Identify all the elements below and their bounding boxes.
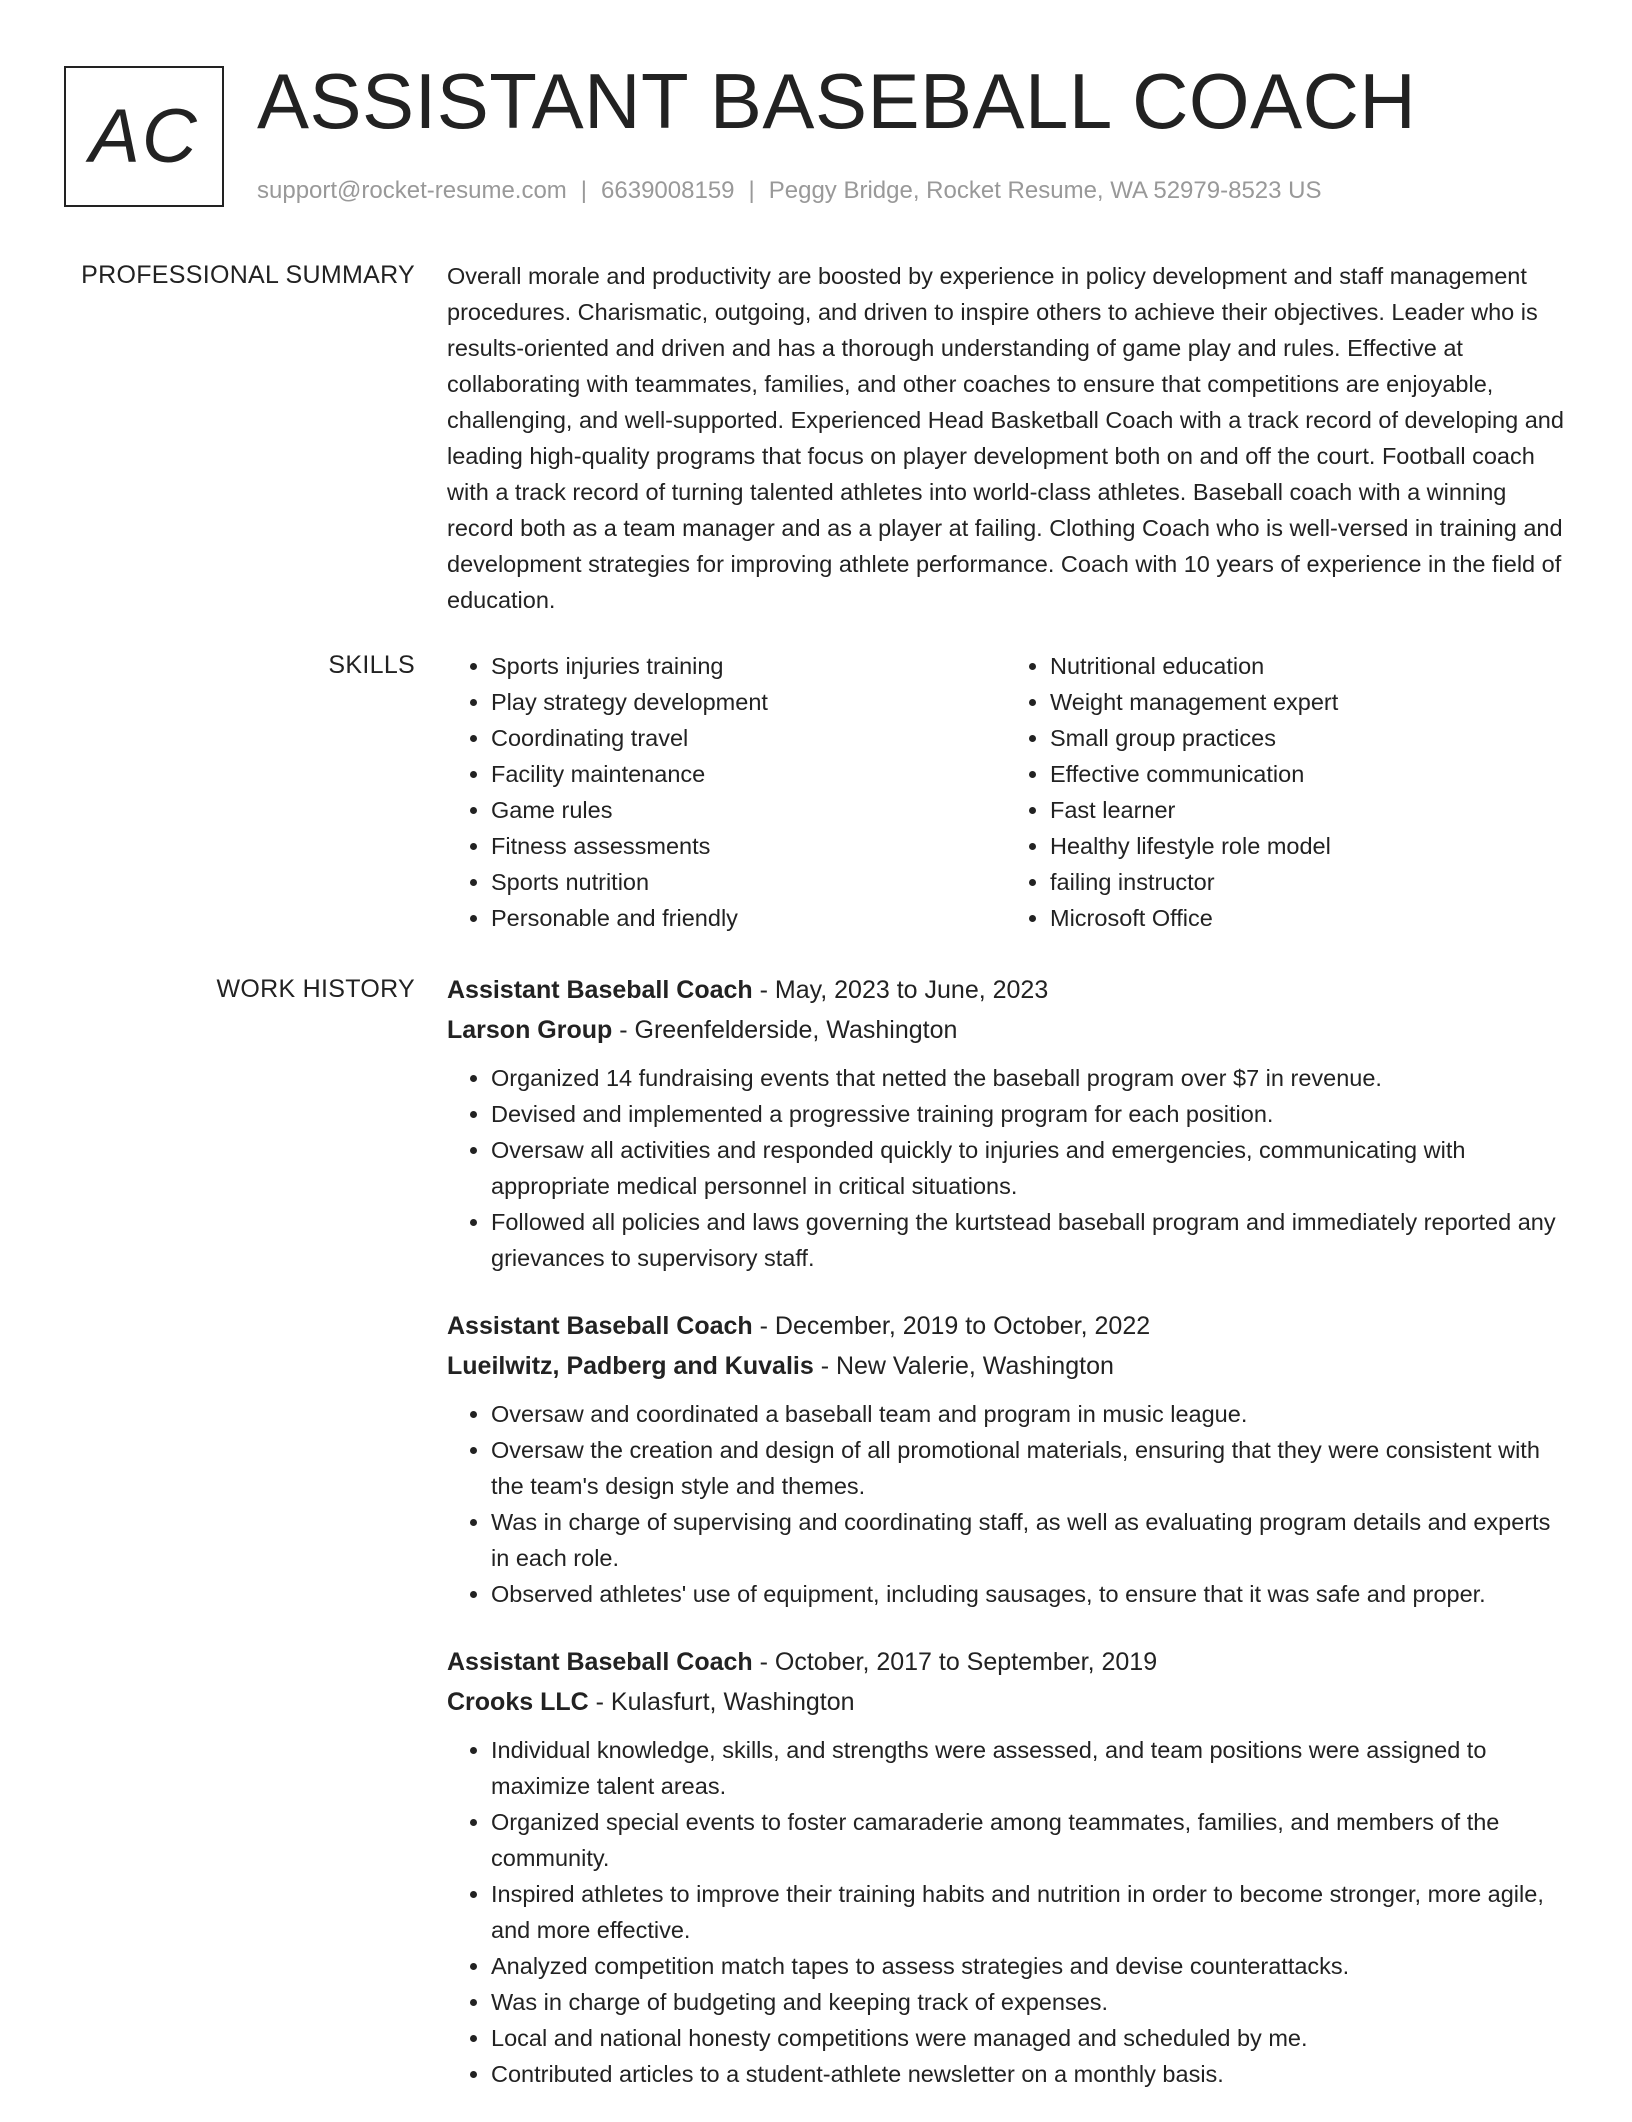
contact-separator: | bbox=[580, 177, 588, 204]
job-bullet: • Local and national honesty competitions were managed and scheduled by me. bbox=[491, 2020, 1565, 2056]
job-bullet: • Observed athletes' use of equipment, including sausages, to ensure that it was safe and proper. bbox=[491, 1576, 1565, 1612]
skills-heading: SKILLS bbox=[328, 651, 415, 679]
job-company-line bbox=[447, 1682, 1565, 1722]
monogram-box bbox=[64, 66, 224, 207]
job-role: Assistant Baseball Coach bbox=[447, 976, 753, 1004]
job-bullet: • Was in charge of budgeting and keeping track of expenses. bbox=[491, 1984, 1565, 2020]
job-entry bbox=[447, 1306, 1565, 1612]
skill-item: • Play strategy development bbox=[491, 684, 1006, 720]
job-role-line bbox=[447, 1306, 1565, 1346]
job-role-line bbox=[447, 970, 1565, 1010]
contact-address: Peggy Bridge, Rocket Resume, WA 52979-8523 US bbox=[768, 177, 1322, 204]
job-bullet: • Contributed articles to a student-athlete newsletter on a monthly basis. bbox=[491, 2056, 1565, 2092]
skills-list-right bbox=[1006, 648, 1565, 936]
skill-item: • Weight management expert bbox=[1050, 684, 1565, 720]
job-company-line bbox=[447, 1010, 1565, 1050]
job-entry bbox=[447, 970, 1565, 1276]
job-company: Larson Group bbox=[447, 1016, 613, 1044]
skill-item: • Personable and friendly bbox=[491, 900, 1006, 936]
job-company: Crooks LLC bbox=[447, 1688, 589, 1716]
skill-item: • Fast learner bbox=[1050, 792, 1565, 828]
job-bullet: • Inspired athletes to improve their training habits and nutrition in order to become stronger, more agile, and more effective. bbox=[491, 1876, 1565, 1948]
job-location: - Kulasfurt, Washington bbox=[588, 1688, 855, 1716]
job-entry bbox=[447, 1642, 1565, 2092]
job-location: - New Valerie, Washington bbox=[813, 1352, 1114, 1380]
skill-item: • Microsoft Office bbox=[1050, 900, 1565, 936]
job-bullet: • Oversaw the creation and design of all promotional materials, ensuring that they were consistent with the team's design style and themes. bbox=[491, 1432, 1565, 1504]
job-bullet: • Oversaw all activities and responded quickly to injuries and emergencies, communicating with appropriate medical personnel in critical situations. bbox=[491, 1132, 1565, 1204]
contact-separator: | bbox=[748, 177, 755, 204]
job-bullet: • Was in charge of supervising and coordinating staff, as well as evaluating program details and experts in each role. bbox=[491, 1504, 1565, 1576]
monogram-initials: AC bbox=[89, 94, 199, 179]
job-company-line bbox=[447, 1346, 1565, 1386]
skill-item: • Sports injuries training bbox=[491, 648, 1006, 684]
work-history-heading: WORK HISTORY bbox=[216, 975, 415, 1003]
skill-item: • Healthy lifestyle role model bbox=[1050, 828, 1565, 864]
job-bullet: • Devised and implemented a progressive training program for each position. bbox=[491, 1096, 1565, 1132]
contact-line bbox=[257, 174, 1322, 208]
summary-text: Overall morale and productivity are boosted by experience in policy development and staff management procedures. Charismatic, outgoing, and driven to inspire others to achieve their objectives. Leader who is results-oriented and driven and has a thorough understanding of game play and rules. Effective at collaborating with teammates, families, and other coaches to ensure that competitions are enjoyable, challenging, and well-supported. Experienced Head Basketball Coach with a track record of developing and leading high-quality programs that focus on player development both on and off the court. Football coach with a track record of turning talented athletes into world-class athletes. Baseball coach with a winning record both as a team manager and as a player at failing. Clothing Coach who is well-versed in training and development strategies for improving athlete performance. Coach with 10 years of experience in the field of education. bbox=[447, 263, 1564, 613]
skill-item: • Effective communication bbox=[1050, 756, 1565, 792]
skills-list-left bbox=[447, 648, 1006, 936]
skill-item: • Game rules bbox=[491, 792, 1006, 828]
contact-email: support@rocket-resume.com bbox=[257, 177, 567, 204]
job-bullet: • Followed all policies and laws governing the kurtstead baseball program and immediately reported any grievances to supervisory staff. bbox=[491, 1204, 1565, 1276]
job-company: Lueilwitz, Padberg and Kuvalis bbox=[447, 1352, 814, 1380]
job-bullet: • Analyzed competition match tapes to assess strategies and devise counterattacks. bbox=[491, 1948, 1565, 1984]
skill-item: • failing instructor bbox=[1050, 864, 1565, 900]
skill-item: • Fitness assessments bbox=[491, 828, 1006, 864]
job-role: Assistant Baseball Coach bbox=[447, 1312, 753, 1340]
skill-item: • Coordinating travel bbox=[491, 720, 1006, 756]
job-bullet: • Individual knowledge, skills, and strengths were assessed, and team positions were assigned to maximize talent areas. bbox=[491, 1732, 1565, 1804]
job-bullet-list bbox=[447, 1396, 1565, 1612]
job-location: - Greenfelderside, Washington bbox=[612, 1016, 958, 1044]
summary-heading: PROFESSIONAL SUMMARY bbox=[81, 261, 415, 289]
job-bullet-list bbox=[447, 1060, 1565, 1276]
job-role: Assistant Baseball Coach bbox=[447, 1648, 753, 1676]
resume-title: ASSISTANT BASEBALL COACH bbox=[257, 57, 1417, 145]
job-bullet: • Oversaw and coordinated a baseball team and program in music league. bbox=[491, 1396, 1565, 1432]
skill-item: • Sports nutrition bbox=[491, 864, 1006, 900]
skill-item: • Facility maintenance bbox=[491, 756, 1006, 792]
job-dates: - October, 2017 to September, 2019 bbox=[752, 1648, 1158, 1676]
job-dates: - December, 2019 to October, 2022 bbox=[752, 1312, 1151, 1340]
skill-item: • Nutritional education bbox=[1050, 648, 1565, 684]
job-bullet-list bbox=[447, 1732, 1565, 2092]
job-dates: - May, 2023 to June, 2023 bbox=[752, 976, 1049, 1004]
job-role-line bbox=[447, 1642, 1565, 1682]
contact-phone: 6639008159 bbox=[601, 177, 735, 204]
skill-item: • Small group practices bbox=[1050, 720, 1565, 756]
job-bullet: • Organized special events to foster camaraderie among teammates, families, and members of the community. bbox=[491, 1804, 1565, 1876]
job-bullet: • Organized 14 fundraising events that netted the baseball program over $7 in revenue. bbox=[491, 1060, 1565, 1096]
